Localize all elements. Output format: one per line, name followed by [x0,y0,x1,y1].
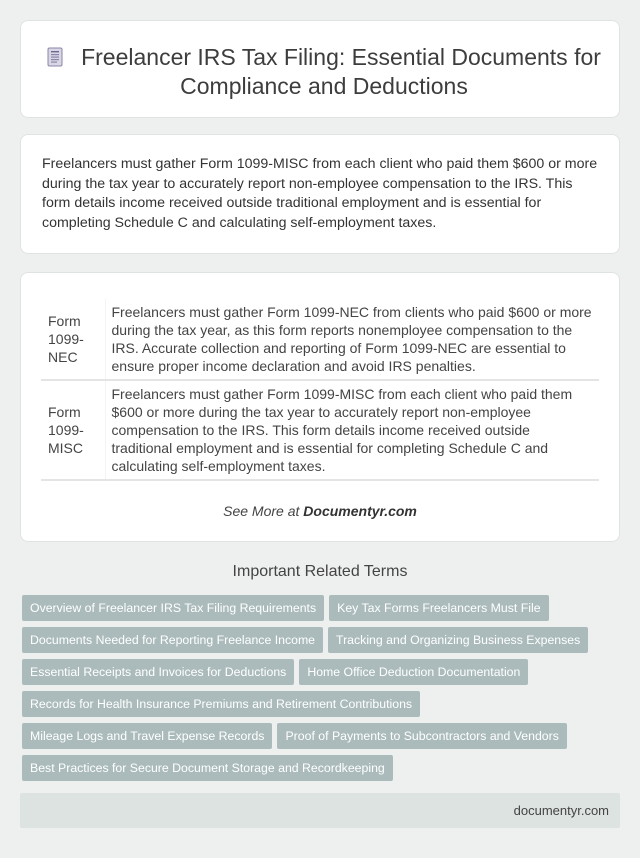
tag-row [22,723,612,755]
documents-table [41,299,599,481]
documents-card [20,272,620,542]
row-label: Form 1099-MISC [41,380,105,480]
related-tag[interactable]: Mileage Logs and Travel Expense Records [22,723,272,749]
related-tag[interactable]: Documents Needed for Reporting Freelance Income [22,627,323,653]
footer [20,793,620,828]
tag-row [22,755,612,787]
related-tag[interactable]: Proof of Payments to Subcontractors and Vendors [277,723,566,749]
related-terms-list [22,595,612,787]
related-tag[interactable]: Records for Health Insurance Premiums and Retirement Contributions [22,691,420,717]
tag-row [22,595,612,627]
tag-row [22,627,612,659]
tag-row [22,659,612,691]
row-label: Form 1099-NEC [41,299,105,380]
page-title-text: Freelancer IRS Tax Filing: Essential Documents for Compliance and Deductions [81,44,601,99]
see-more-site[interactable]: Documentyr.com [303,503,417,519]
related-tag[interactable]: Key Tax Forms Freelancers Must File [329,595,548,621]
intro-card [20,134,620,254]
table-row [41,380,599,480]
document-icon [47,47,63,67]
row-description: Freelancers must gather Form 1099-MISC from each client who paid them $600 or more during the tax year to accurately report non-employee compensation to the IRS. This form details income received outside traditional employment and is essential for completing Schedule C and calculating self-employment taxes. [105,380,599,480]
related-tag[interactable]: Overview of Freelancer IRS Tax Filing Requirements [22,595,324,621]
related-tag[interactable]: Home Office Deduction Documentation [299,659,528,685]
header-card [20,20,620,118]
related-tag[interactable]: Best Practices for Secure Document Storage and Recordkeeping [22,755,393,781]
related-tag[interactable]: Essential Receipts and Invoices for Deductions [22,659,294,685]
related-terms-heading: Important Related Terms [232,563,408,580]
related-tag[interactable]: Tracking and Organizing Business Expenses [328,627,588,653]
page-title [47,43,601,101]
tag-row [22,691,612,723]
see-more-prefix: See More at [223,503,304,519]
table-row [41,299,599,380]
intro-paragraph: Freelancers must gather Form 1099-MISC from each client who paid them $600 or more during the tax year to accurately report non-employee compensation to the IRS. This form details income received outside traditional employment and is essential for completing Schedule C and calculating self-employment taxes. [42,156,598,231]
footer-site[interactable]: documentyr.com [513,803,609,818]
row-description: Freelancers must gather Form 1099-NEC from clients who paid $600 or more during the tax year, as this form reports nonemployee compensation to the IRS. Accurate collection and reporting of Form 1099-NEC are essential to ensure proper income declaration and avoid IRS penalties. [105,299,599,380]
see-more-link[interactable] [21,503,619,519]
